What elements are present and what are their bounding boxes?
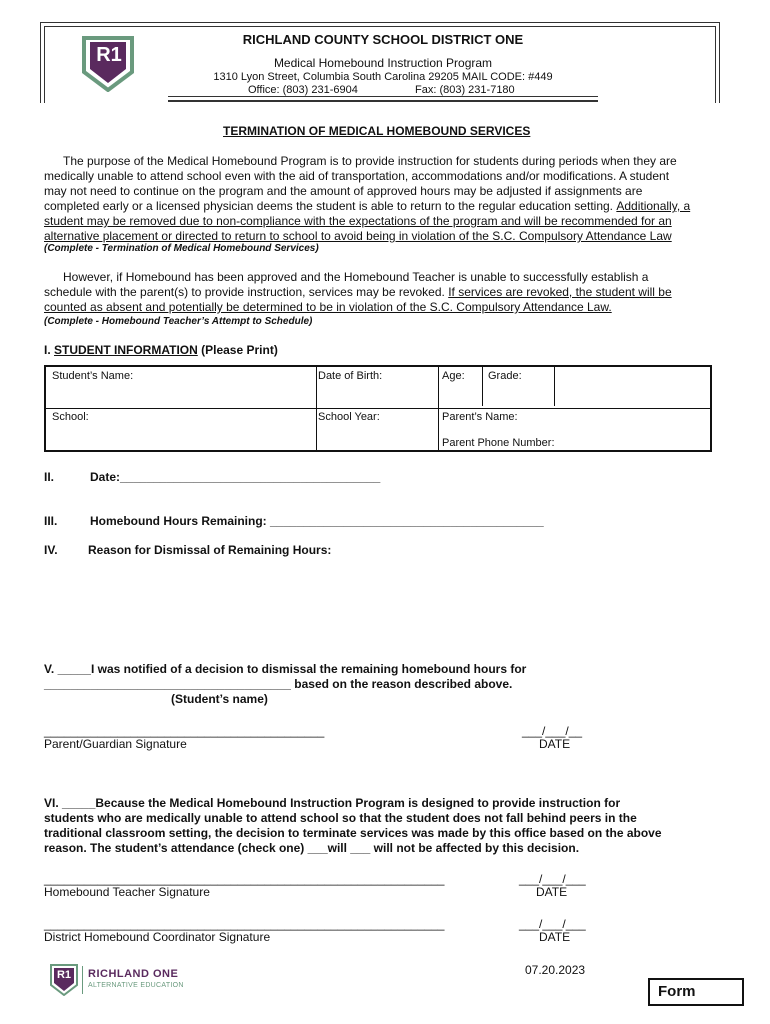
- section1-suffix: (Please Print): [201, 343, 278, 357]
- teacher-signature-line[interactable]: ____________________________________________________________: [44, 872, 445, 886]
- para2-line: schedule with the parent(s) to provide instruction, services may be revoked.: [44, 285, 445, 299]
- office-phone: Office: (803) 231-6904: [248, 84, 358, 96]
- school-field[interactable]: School:: [52, 411, 89, 423]
- coordinator-date-label: DATE: [539, 930, 571, 944]
- section5-line: _____________________________________ based on the reason described above.: [44, 677, 513, 691]
- section6-line: VI. _____Because the Medical Homebound Instruction Program is designed to provide instruction for: [44, 796, 621, 810]
- section6-line: reason. The student’s attendance (check one) ___will ___ will not be affected by this decision.: [44, 841, 580, 855]
- footer-logo: [50, 964, 78, 996]
- para2-underlined: If services are revoked, the student will be: [448, 285, 672, 299]
- dob-field[interactable]: Date of Birth:: [318, 370, 383, 382]
- section1-title: STUDENT INFORMATION: [54, 343, 198, 357]
- coordinator-signature-label: District Homebound Coordinator Signature: [44, 930, 271, 944]
- teacher-date-label: DATE: [536, 885, 568, 899]
- form-version: 07.20.2023: [525, 963, 586, 977]
- district-logo-text: R1: [96, 44, 122, 66]
- para2-underlined-line: counted as absent and potentially be determined to be in violation of the S.C. Compulsory Attendance Law.: [44, 300, 612, 314]
- para1-note: (Complete - Termination of Medical Homebound Services): [44, 243, 319, 254]
- teacher-date-line[interactable]: ___/___/___: [519, 872, 586, 886]
- coordinator-date-line[interactable]: ___/___/___: [519, 917, 586, 931]
- para2-line: However, if Homebound has been approved and the Homebound Teacher is unable to successfully establish a: [63, 270, 649, 284]
- age-field[interactable]: Age:: [442, 370, 465, 382]
- hours-remaining-field[interactable]: Homebound Hours Remaining: _________________________________________: [90, 514, 544, 528]
- section3-number: III.: [44, 514, 58, 528]
- district-logo: [82, 36, 134, 92]
- para1-underlined-line: alternative placement or directed to return to school to avoid being in violation of the S.C. Compulsory Attendance Law: [44, 229, 672, 243]
- header-rule-thick: [168, 100, 598, 102]
- parent-signature-line[interactable]: __________________________________________: [44, 724, 325, 738]
- para1-line: completed early or a licensed physician deems the student is able to return to the regular education setting.: [44, 199, 613, 213]
- fax-number: Fax: (803) 231-7180: [415, 84, 515, 96]
- footer-subtitle: ALTERNATIVE EDUCATION: [88, 982, 184, 989]
- para2-note: (Complete - Homebound Teacher’s Attempt to Schedule): [44, 316, 313, 327]
- para1-underlined-line: student may be removed due to non-compliance with the expectations of the program and will be recommended for an: [44, 214, 672, 228]
- section1-number: I.: [44, 343, 51, 357]
- para1-line: may not need to continue on the program and the amount of approved hours may be adjusted if assignments are: [44, 184, 643, 198]
- footer-logo-text: R1: [56, 969, 72, 981]
- grade-field[interactable]: Grade:: [488, 370, 522, 382]
- section5-line: V. _____I was notified of a decision to dismissal the remaining homebound hours for: [44, 662, 527, 676]
- program-address: 1310 Lyon Street, Columbia South Carolina 29205 MAIL CODE: #449: [213, 71, 553, 83]
- form-label-box: Form: [648, 978, 744, 1006]
- footer-brand: RICHLAND ONE: [88, 968, 179, 980]
- date-field[interactable]: Date:_______________________________________: [90, 470, 381, 484]
- student-name-field[interactable]: Student’s Name:: [52, 370, 134, 382]
- section6-line: traditional classroom setting, the decision to terminate services was made by this office based on the above: [44, 826, 662, 840]
- para1-line: medically unable to attend school even with the aid of transportation, accommodations and/or modifications. A student: [44, 169, 670, 183]
- table-col-divider: [554, 367, 555, 406]
- district-name: RICHLAND COUNTY SCHOOL DISTRICT ONE: [242, 32, 524, 47]
- footer-divider: [82, 966, 83, 994]
- school-year-field[interactable]: School Year:: [318, 411, 380, 423]
- section4-number: IV.: [44, 543, 58, 557]
- purpose-paragraph: [44, 154, 744, 244]
- parent-date-line[interactable]: ___/___/__: [522, 724, 583, 738]
- parent-phone-field[interactable]: Parent Phone Number:: [442, 437, 555, 449]
- revocation-paragraph: [44, 270, 744, 315]
- para1-line: The purpose of the Medical Homebound Program is to provide instruction for students during periods when they are: [63, 154, 677, 168]
- student-name-caption: (Student’s name): [171, 692, 268, 706]
- header-rule: [168, 96, 598, 97]
- section6-line: students who are medically unable to attend school so that the student does not fall behind peers in the: [44, 811, 637, 825]
- table-col-divider: [482, 367, 483, 406]
- student-info-table: [44, 365, 712, 452]
- page-title: TERMINATION OF MEDICAL HOMEBOUND SERVICES: [223, 124, 531, 138]
- parent-name-field[interactable]: Parent’s Name:: [442, 411, 518, 423]
- parent-date-label: DATE: [539, 737, 571, 751]
- teacher-signature-label: Homebound Teacher Signature: [44, 885, 210, 899]
- program-name: Medical Homebound Instruction Program: [273, 56, 493, 70]
- table-col-divider: [316, 367, 317, 450]
- table-col-divider: [438, 367, 439, 450]
- section2-number: II.: [44, 470, 55, 484]
- dismissal-reason-field[interactable]: Reason for Dismissal of Remaining Hours:: [88, 543, 332, 557]
- table-row-divider: [46, 408, 710, 409]
- parent-signature-label: Parent/Guardian Signature: [44, 737, 187, 751]
- coordinator-signature-line[interactable]: ____________________________________________________________: [44, 917, 445, 931]
- section1-heading: [44, 343, 278, 357]
- para1-underlined: Additionally, a: [616, 199, 691, 213]
